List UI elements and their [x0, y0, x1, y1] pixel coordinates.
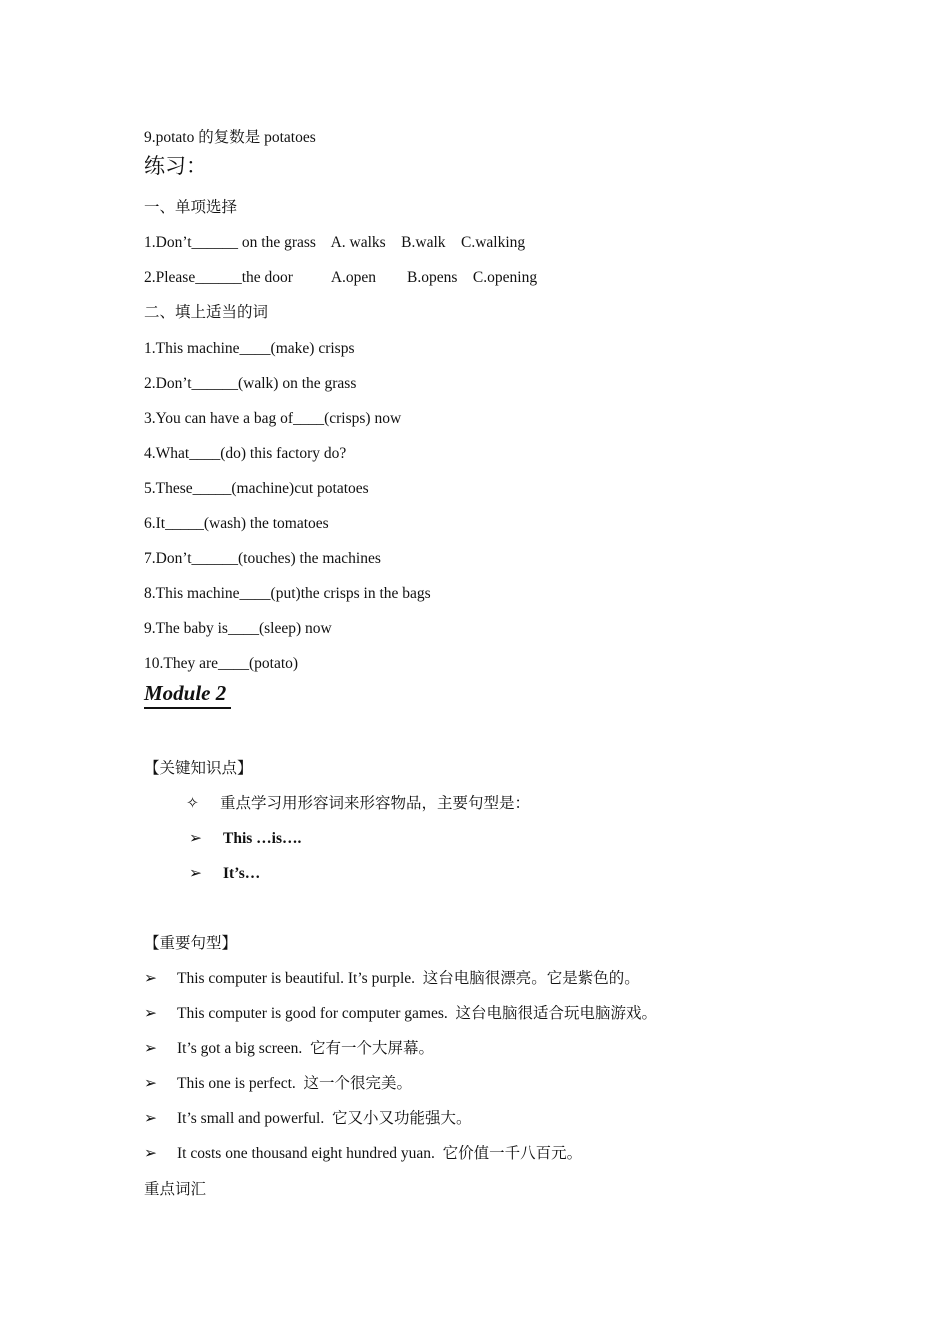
arrow-bullet-icon: ➢: [144, 1005, 157, 1022]
section1-title: 一、单项选择: [144, 199, 238, 216]
diamond-bullet-icon: ✧: [186, 795, 199, 812]
section2-title: 二、填上适当的词: [144, 304, 269, 321]
fill-blank-line: 7.Don’t______(touches) the machines: [144, 550, 381, 567]
sentence-item: It costs one thousand eight hundred yuan. 它价值一千八百元。: [177, 1145, 583, 1162]
fill-blank-line: 10.They are____(potato): [144, 655, 299, 672]
question-line: 1.Don’t______ on the grass A. walks B.walk C.walking: [144, 234, 526, 251]
key-points-title: 【关键知识点】: [144, 760, 253, 777]
fill-blank-line: 2.Don’t______(walk) on the grass: [144, 375, 357, 392]
sentence-item: It’s small and powerful. 它又小又功能强大。: [177, 1110, 472, 1127]
sentence-item: It’s got a big screen. 它有一个大屏幕。: [177, 1040, 435, 1057]
fill-blank-line: 5.These_____(machine)cut potatoes: [144, 480, 369, 497]
arrow-bullet-icon: ➢: [144, 1075, 157, 1092]
sentence-item: This one is perfect. 这一个很完美。: [177, 1075, 413, 1092]
vocab-heading: 重点词汇: [144, 1181, 207, 1198]
arrow-bullet-icon: ➢: [144, 1040, 157, 1057]
fill-blank-line: 6.It_____(wash) the tomatoes: [144, 515, 329, 532]
arrow-bullet-icon: ➢: [144, 970, 157, 987]
arrow-bullet-icon: ➢: [144, 1145, 157, 1162]
sentence-item: This computer is beautiful. It’s purple. 这台电脑很漂亮。它是紫色的。: [177, 970, 640, 987]
module-title-underline: [144, 707, 231, 709]
important-sentences-title: 【重要句型】: [144, 935, 238, 952]
arrow-bullet-icon: ➢: [189, 830, 202, 847]
fill-blank-line: 3.You can have a bag of____(crisps) now: [144, 410, 402, 427]
arrow-bullet-icon: ➢: [189, 865, 202, 882]
key-points-intro: 重点学习用形容词来形容物品，主要句型是：: [220, 795, 531, 812]
fill-blank-line: 9.The baby is____(sleep) now: [144, 620, 332, 637]
sentence-pattern: This …is….: [223, 830, 302, 847]
potato-plural-note: 9.potato 的复数是 potatoes: [144, 129, 316, 146]
module-title: Module 2: [144, 681, 227, 705]
fill-blank-line: 8.This machine____(put)the crisps in the bags: [144, 585, 431, 602]
fill-blank-line: 1.This machine____(make) crisps: [144, 340, 355, 357]
sentence-pattern: It’s…: [223, 865, 261, 882]
arrow-bullet-icon: ➢: [144, 1110, 157, 1127]
practice-heading: 练习：: [144, 154, 207, 178]
fill-blank-line: 4.What____(do) this factory do?: [144, 445, 347, 462]
question-line: 2.Please______the door A.open B.opens C.opening: [144, 269, 538, 286]
sentence-item: This computer is good for computer games. 这台电脑很适合玩电脑游戏。: [177, 1005, 658, 1022]
